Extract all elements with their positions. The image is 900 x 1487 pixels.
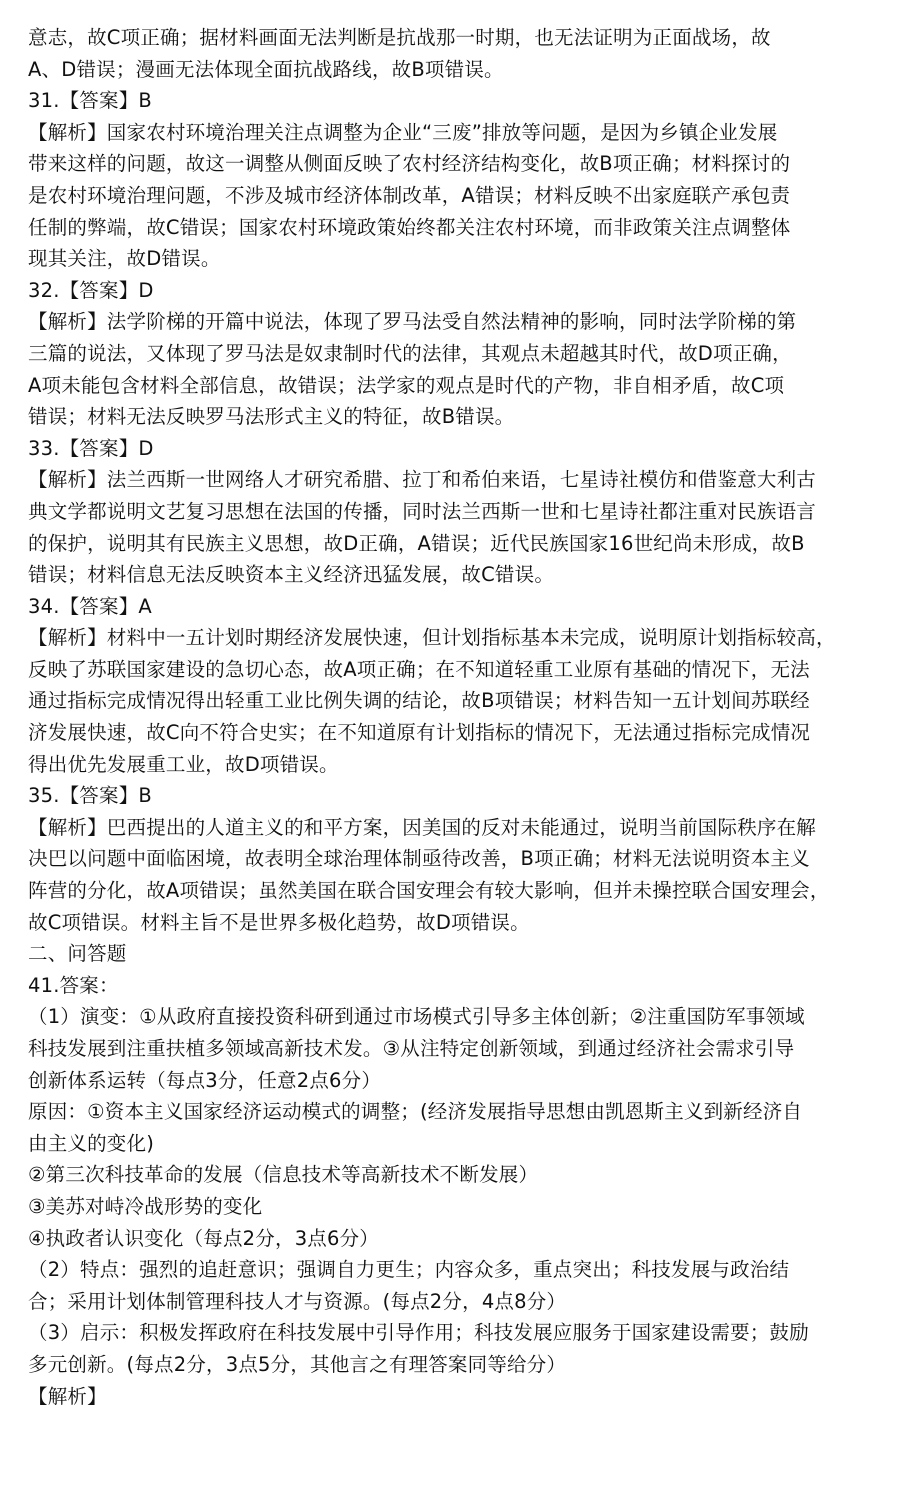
text-line: 阵营的分化，故A项错误；虽然美国在联合国安理会有较大影响，但并未操控联合国安理会，	[28, 879, 830, 903]
text-line: ④执政者认识变化（每点2分，3点6分）	[28, 1226, 380, 1250]
question-33	[28, 433, 872, 591]
text-line: 济发展快速，故C向不符合史实；在不知道原有计划指标的情况下，无法通过指标完成情况	[28, 721, 811, 745]
text-line: 三篇的说法，又体现了罗马法是奴隶制时代的法律，其观点未超越其时代，故D项正确，	[28, 341, 792, 365]
text-line: 【解析】国家农村环境治理关注点调整为企业“三废”排放等问题，是因为乡镇企业发展	[28, 120, 778, 144]
text-line: 原因：①资本主义国家经济运动模式的调整；(经济发展指导思想由凯恩斯主义到新经济自	[28, 1100, 803, 1124]
text-line: 是农村环境治理问题，不涉及城市经济体制改革，A错误；材料反映不出家庭联产承包责	[28, 183, 791, 207]
answer-heading: 33.【答案】D	[28, 436, 154, 460]
question-34	[28, 591, 872, 781]
text-line: 典文学都说明文艺复习思想在法国的传播，同时法兰西斯一世和七星诗社都注重对民族语言	[28, 499, 817, 523]
answer-heading: 34.【答案】A	[28, 594, 152, 618]
text-line: 带来这样的问题，故这一调整从侧面反映了农村经济结构变化，故B项正确；材料探讨的	[28, 152, 791, 176]
answer-heading: 35.【答案】B	[28, 784, 152, 808]
text-line: ②第三次科技革命的发展（信息技术等高新技术不断发展）	[28, 1163, 539, 1187]
text-line: 现其关注，故D错误。	[28, 247, 221, 271]
text-line: 【解析】巴西提出的人道主义的和平方案，因美国的反对未能通过，说明当前国际秩序在解	[28, 815, 817, 839]
text-line: 意志，故C项正确；据材料画面无法判断是抗战那一时期，也无法证明为正面战场，故	[28, 26, 771, 49]
text-line: 通过指标完成情况得出轻重工业比例失调的结论，故B项错误；材料告知一五计划间苏联经	[28, 689, 810, 713]
answer-heading: 32.【答案】D	[28, 278, 154, 302]
text-line: （1）演变：①从政府直接投资科研到通过市场模式引导多主体创新；②注重国防军事领域	[28, 1005, 805, 1029]
text-line: 故C项错误。材料主旨不是世界多极化趋势，故D项错误。	[28, 910, 530, 934]
text-line: 决巴以问题中面临困境，故表明全球治理体制亟待改善，B项正确；材料无法说明资本主义	[28, 847, 810, 871]
text-line: 【解析】法兰西斯一世网络人才研究希腊、拉丁和希伯来语，七星诗社模仿和借鉴意大利古	[28, 468, 817, 492]
text-line: 【解析】	[28, 1384, 107, 1408]
text-line: 41.答案：	[28, 973, 119, 997]
text-line: 反映了苏联国家建设的急切心态，故A项正确；在不知道轻重工业原有基础的情况下，无法	[28, 657, 810, 681]
answer-heading: 31.【答案】B	[28, 89, 152, 113]
text-line: （2）特点：强烈的追赶意识；强调自力更生；内容众多，重点突出；科技发展与政治结	[28, 1258, 790, 1282]
question-35	[28, 780, 872, 938]
text-line: 创新体系运转（每点3分，任意2点6分）	[28, 1068, 382, 1092]
text-line: 得出优先发展重工业，故D项错误。	[28, 752, 339, 776]
question-32	[28, 275, 872, 433]
question-31	[28, 85, 872, 275]
text-line: 科技发展到注重扶植多领域高新技术发。③从注特定创新领域，到通过经济社会需求引导	[28, 1037, 795, 1060]
text-line: ③美苏对峙冷战形势的变化	[28, 1194, 263, 1218]
text-line: 【解析】材料中一五计划时期经济发展快速，但计划指标基本未完成，说明原计划指标较高，	[28, 626, 836, 650]
text-line: 的保护，说明其有民族主义思想，故D正确，A错误；近代民族国家16世纪尚未形成，故B	[28, 531, 805, 555]
text-line: A项未能包含材料全部信息，故错误；法学家的观点是时代的产物，非自相矛盾，故C项	[28, 373, 785, 397]
text-line: 【解析】法学阶梯的开篇中说法，体现了罗马法受自然法精神的影响，同时法学阶梯的第	[28, 310, 797, 334]
text-line: 任制的弊端，故C错误；国家农村环境政策始终都关注农村环境，而非政策关注点调整体	[28, 215, 791, 239]
text-line: 合；采用计划体制管理科技人才与资源。(每点2分，4点8分）	[28, 1289, 567, 1313]
intro-paragraph	[28, 22, 872, 85]
text-line: 错误；材料信息无法反映资本主义经济迅猛发展，故C错误。	[28, 563, 555, 587]
text-line: （3）启示：积极发挥政府在科技发展中引导作用；科技发展应服务于国家建设需要；鼓励	[28, 1321, 809, 1345]
text-line: A、D错误；漫画无法体现全面抗战路线，故B项错误。	[28, 57, 504, 81]
text-line: 由主义的变化)	[28, 1131, 155, 1155]
section-heading: 二、问答题	[28, 942, 127, 966]
text-line: 错误；材料无法反映罗马法形式主义的特征，故B错误。	[28, 405, 515, 429]
part-two	[28, 938, 872, 1412]
text-line: 多元创新。(每点2分，3点5分，其他言之有理答案同等给分）	[28, 1352, 567, 1376]
